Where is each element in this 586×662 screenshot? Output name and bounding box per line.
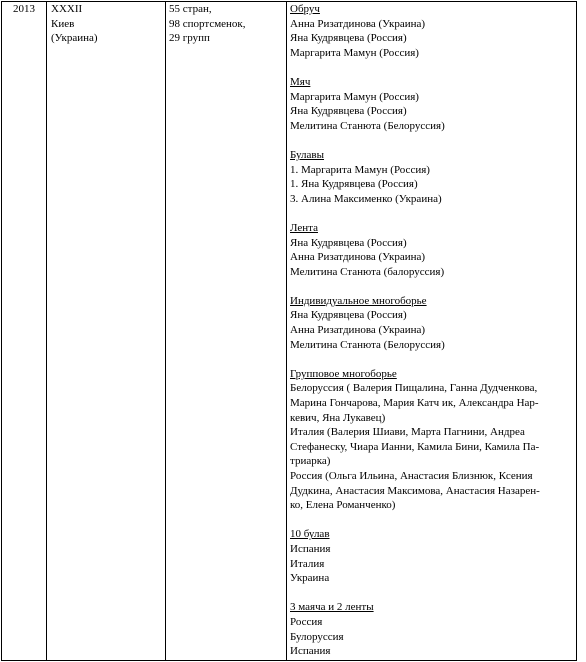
discipline-title: Индивидуальное многоборье: [290, 294, 427, 307]
spacer: [290, 352, 573, 367]
winner-line: Анна Ризатдинова (Украина): [290, 251, 426, 264]
edition-city: Киев: [51, 17, 75, 30]
edition-cell: [47, 2, 166, 661]
discipline-title: Булавы: [290, 148, 325, 161]
winner-line: Анна Ризатдинова (Украина): [290, 324, 426, 337]
discipline-block: [290, 367, 573, 528]
edition-country: (Украина): [51, 32, 98, 45]
winner-line: Яна Кудрявцева (Россия): [290, 309, 407, 322]
discipline-block: [290, 600, 573, 658]
edition-number: XXXII: [51, 3, 83, 15]
winner-line: Мелитина Станюта (балоруссия): [290, 265, 445, 278]
winner-line: триарка): [290, 455, 331, 468]
discipline-block: [290, 148, 573, 221]
winner-line: Марина Гончарова, Мария Катч ик, Александра Нар-: [290, 397, 539, 410]
spacer: [290, 279, 573, 294]
athletes-count: 98 спортсменок,: [169, 17, 246, 30]
year-cell: [2, 2, 47, 661]
groups-count: 29 групп: [169, 32, 210, 45]
winner-line: ко, Елена Романченко): [290, 499, 396, 512]
winner-line: Испания: [290, 645, 331, 658]
spacer: [290, 133, 573, 148]
winner-line: Маргарита Мамун (Россия): [290, 90, 419, 103]
discipline-title: 3 маяча и 2 ленты: [290, 601, 374, 614]
participation-cell: [166, 2, 287, 661]
winner-line: Дудкина, Анастасия Максимова, Анастасия Назарен-: [290, 484, 540, 497]
winner-line: Маргарита Мамун (Россия): [290, 46, 419, 59]
winners-cell: [287, 2, 577, 661]
winner-line: Украина: [290, 572, 330, 585]
winner-line: Россия (Ольга Ильина, Анастасия Близнюк, Ксения: [290, 470, 533, 482]
winner-line: Мелитина Станюта (Белоруссия): [290, 338, 445, 351]
winner-line: Италия: [290, 557, 325, 570]
discipline-block: [290, 221, 573, 294]
winner-line: 3. Алина Максименко (Украина): [290, 192, 442, 205]
year-text: 2013: [13, 3, 35, 15]
winner-line: Стефанеску, Чиара Ианни, Камила Бини, Камила Па-: [290, 440, 540, 453]
discipline-title: Обруч: [290, 3, 320, 15]
winner-line: 1. Яна Кудрявцева (Россия): [290, 178, 418, 191]
winner-line: Испания: [290, 542, 331, 555]
winner-line: кевич, Яна Лукавец): [290, 411, 386, 424]
discipline-block: [290, 294, 573, 367]
discipline-block: [290, 75, 573, 148]
winner-line: Анна Ризатдинова (Украина): [290, 17, 426, 30]
spacer: [290, 60, 573, 75]
winner-line: 1. Маргарита Мамун (Россия): [290, 163, 430, 176]
winner-line: Яна Кудрявцева (Россия): [290, 236, 407, 249]
spacer: [290, 513, 573, 528]
winner-line: Яна Кудрявцева (Россия): [290, 32, 407, 45]
discipline-block: [290, 527, 573, 600]
spacer: [290, 206, 573, 221]
disciplines-list: [290, 2, 573, 659]
results-table: [1, 1, 577, 661]
countries-count: 55 стран,: [169, 3, 212, 15]
discipline-title: Лента: [290, 221, 318, 234]
winner-line: Италия (Валерия Шиави, Марта Пагнини, Андреа: [290, 426, 525, 439]
winner-line: Мелитина Станюта (Белоруссия): [290, 119, 445, 132]
winner-line: Яна Кудрявцева (Россия): [290, 105, 407, 118]
winner-line: Россия: [290, 615, 323, 628]
discipline-title: Групповое многоборье: [290, 367, 397, 380]
spacer: [290, 586, 573, 601]
winner-line: Булоруссия: [290, 630, 344, 643]
discipline-block: [290, 2, 573, 75]
winner-line: Белоруссия ( Валерия Пищалина, Ганна Дудченкова,: [290, 382, 538, 395]
discipline-title: 10 булав: [290, 528, 330, 541]
table-row: [2, 2, 577, 661]
discipline-title: Мяч: [290, 75, 311, 88]
